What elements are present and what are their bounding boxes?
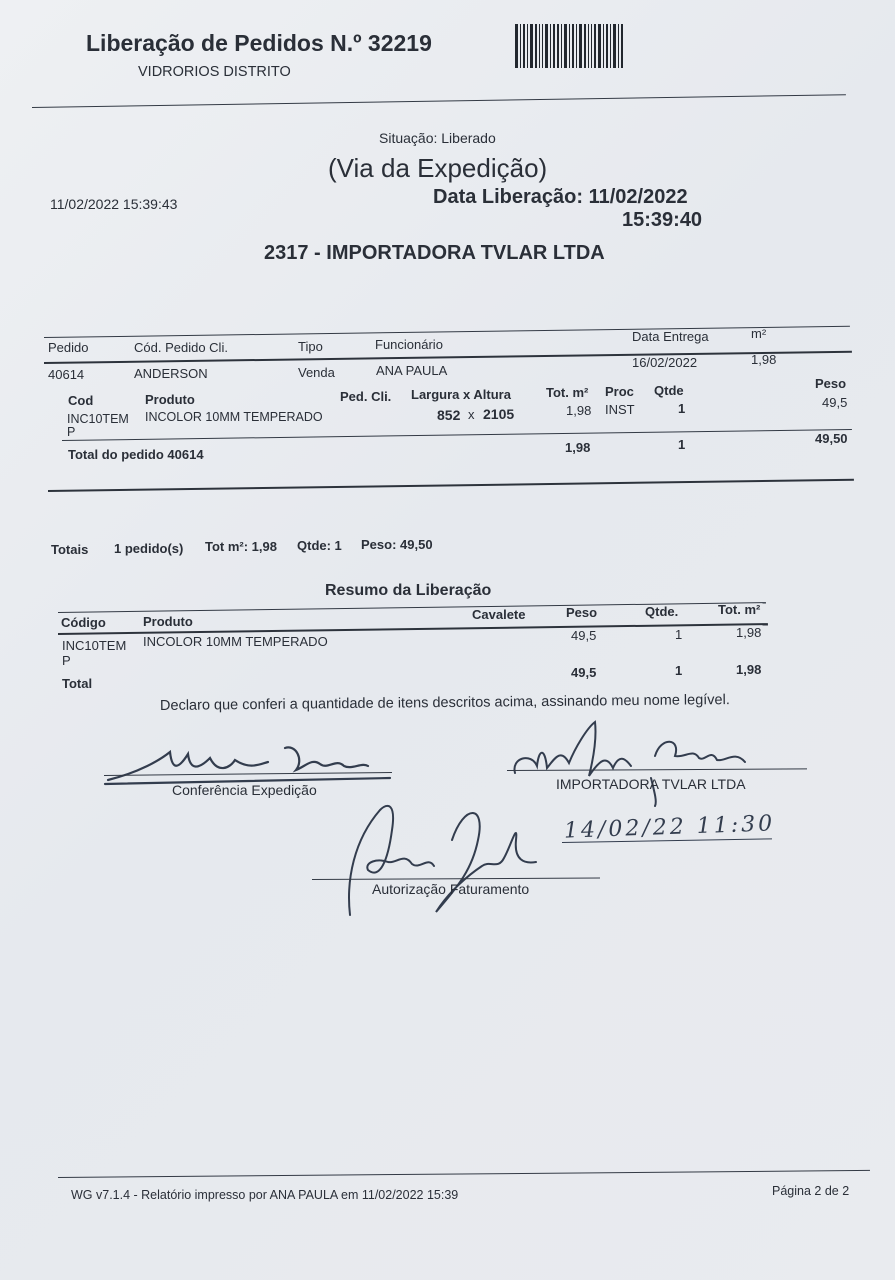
order-pedido: 40614 bbox=[48, 367, 85, 382]
summary-header-codigo: Código bbox=[61, 615, 106, 630]
summary-total-peso: 49,5 bbox=[571, 665, 597, 680]
handwritten-date: 14/02/22 11:30 bbox=[563, 811, 776, 844]
conferencia-label: Conferência Expedição bbox=[172, 782, 317, 798]
item-cod-line1: INC10TEM bbox=[67, 412, 129, 426]
order-funcionario: ANA PAULA bbox=[376, 363, 448, 378]
autorizacao-label: Autorização Faturamento bbox=[372, 881, 530, 897]
client-signature-label: IMPORTADORA TVLAR LTDA bbox=[556, 776, 746, 792]
header-tipo: Tipo bbox=[298, 339, 323, 354]
item-header-tot-m2: Tot. m² bbox=[546, 385, 589, 400]
item-header-peso: Peso bbox=[815, 376, 847, 391]
header-cod-pedido-cli: Cód. Pedido Cli. bbox=[134, 340, 228, 355]
header-m2: m² bbox=[751, 326, 767, 341]
item-qtde: 1 bbox=[678, 401, 686, 416]
order-table-top-rule bbox=[44, 326, 850, 338]
totals-qtde: Qtde: 1 bbox=[297, 538, 342, 553]
summary-header-peso: Peso bbox=[566, 605, 598, 620]
order-total-label: Total do pedido 40614 bbox=[68, 447, 204, 462]
footer-rule bbox=[58, 1170, 870, 1178]
header-divider bbox=[32, 94, 846, 108]
summary-produto: INCOLOR 10MM TEMPERADO bbox=[143, 634, 328, 649]
summary-peso: 49,5 bbox=[571, 628, 597, 643]
summary-total-qtde: 1 bbox=[675, 663, 683, 678]
summary-title: Resumo da Liberação bbox=[325, 582, 492, 599]
printed-at: 11/02/2022 15:39:43 bbox=[50, 196, 178, 212]
item-header-ped-cli: Ped. Cli. bbox=[340, 389, 392, 404]
summary-tot-m2: 1,98 bbox=[736, 625, 762, 640]
order-total-rule bbox=[62, 429, 852, 441]
summary-qtde: 1 bbox=[675, 627, 683, 642]
item-x: x bbox=[468, 407, 475, 422]
item-produto: INCOLOR 10MM TEMPERADO bbox=[145, 410, 323, 424]
totals-peso: Peso: 49,50 bbox=[361, 537, 433, 552]
totals-label: Totais bbox=[51, 542, 89, 557]
summary-header-qtde: Qtde. bbox=[645, 604, 679, 619]
order-cod-pedido-cli: ANDERSON bbox=[134, 366, 208, 381]
via-label: (Via da Expedição) bbox=[328, 153, 548, 183]
signature-autorizacao bbox=[340, 800, 560, 920]
item-tot-m2: 1,98 bbox=[566, 403, 592, 418]
summary-codigo-line1: INC10TEM bbox=[62, 638, 127, 653]
summary-header-produto: Produto bbox=[143, 614, 193, 629]
order-total-qtde: 1 bbox=[678, 437, 686, 452]
header-funcionario: Funcionário bbox=[375, 337, 443, 352]
footer-page-number: Página 2 de 2 bbox=[772, 1184, 850, 1198]
summary-header-tot-m2: Tot. m² bbox=[718, 602, 761, 617]
summary-header-cavalete: Cavalete bbox=[472, 607, 526, 622]
release-date: Data Liberação: 11/02/2022 bbox=[433, 186, 688, 208]
order-total-tot-m2: 1,98 bbox=[565, 440, 591, 455]
totals-pedidos: 1 pedido(s) bbox=[114, 541, 184, 556]
summary-codigo-line2: P bbox=[62, 653, 71, 668]
document-title: Liberação de Pedidos N.º 32219 bbox=[86, 30, 432, 56]
order-tipo: Venda bbox=[298, 365, 335, 380]
item-header-largura-altura: Largura x Altura bbox=[411, 387, 511, 402]
item-header-proc: Proc bbox=[605, 384, 634, 399]
item-header-qtde: Qtde bbox=[654, 383, 684, 398]
summary-total-tot-m2: 1,98 bbox=[736, 662, 762, 677]
item-cod-line2: P bbox=[67, 425, 76, 439]
totals-tot-m2: Tot m²: 1,98 bbox=[205, 539, 277, 554]
footer-printed-by: WG v7.1.4 - Relatório impresso por ANA PAULA em 11/02/2022 15:39 bbox=[71, 1188, 459, 1202]
order-table-bottom-rule bbox=[48, 479, 854, 492]
signature-client bbox=[505, 718, 805, 808]
client-name: 2317 - IMPORTADORA TVLAR LTDA bbox=[264, 242, 605, 264]
order-data-entrega: 16/02/2022 bbox=[632, 355, 698, 370]
item-proc: INST bbox=[605, 402, 635, 417]
item-header-cod: Cod bbox=[68, 393, 94, 408]
order-m2: 1,98 bbox=[751, 352, 777, 367]
declaration-text: Declaro que conferi a quantidade de itens descritos acima, assinando meu nome legível. bbox=[159, 692, 730, 714]
item-header-produto: Produto bbox=[145, 392, 195, 407]
situation-label: Situação: Liberado bbox=[379, 130, 496, 146]
summary-total-label: Total bbox=[62, 676, 93, 691]
item-peso: 49,5 bbox=[822, 395, 848, 410]
item-largura: 852 bbox=[437, 407, 461, 423]
company-name: VIDRORIOS DISTRITO bbox=[138, 64, 291, 80]
item-altura: 2105 bbox=[483, 406, 515, 422]
barcode bbox=[515, 24, 657, 68]
header-pedido: Pedido bbox=[48, 340, 89, 355]
header-data-entrega: Data Entrega bbox=[632, 329, 709, 344]
release-time: 15:39:40 bbox=[622, 209, 703, 231]
order-total-peso: 49,50 bbox=[815, 431, 848, 446]
